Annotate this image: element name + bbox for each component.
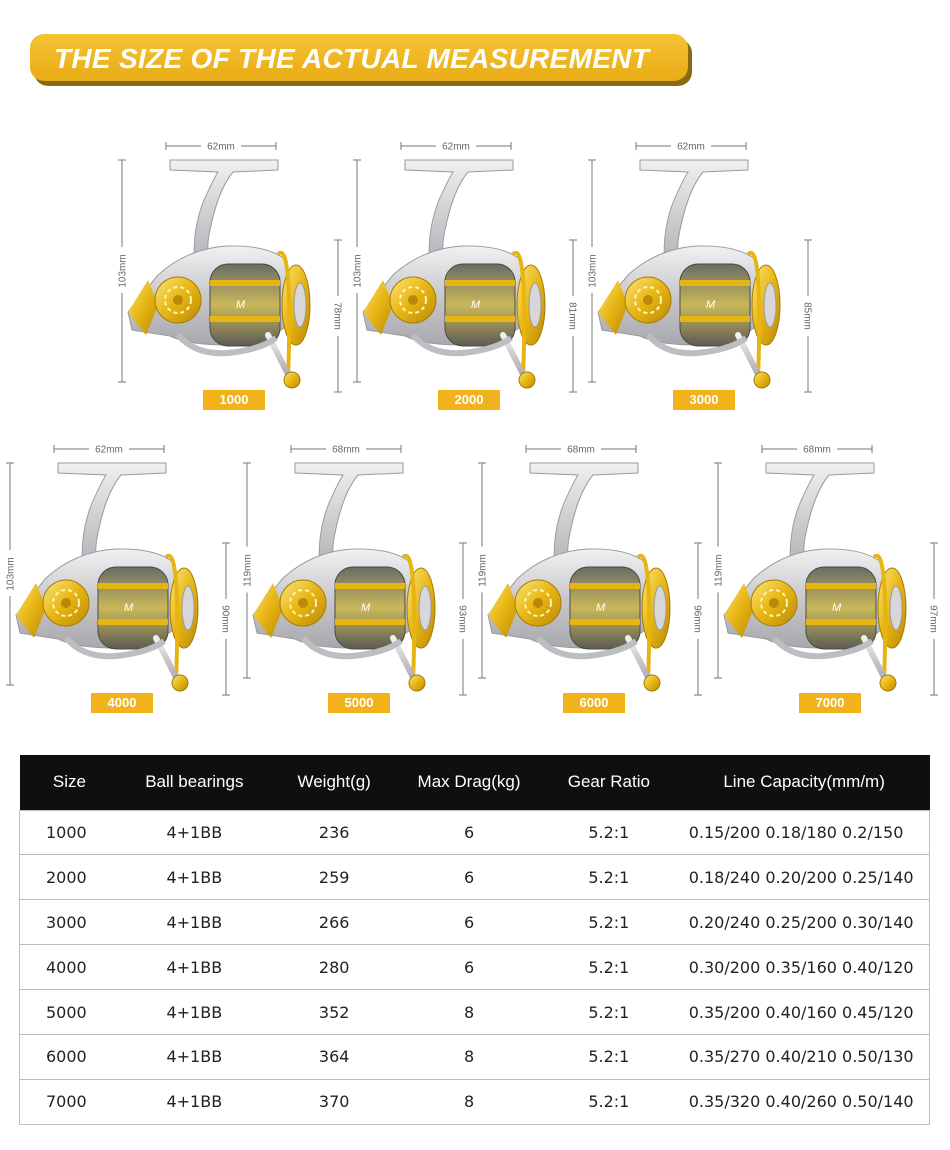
reel-illustration <box>588 130 828 420</box>
cell-max-drag: 6 <box>399 855 539 900</box>
width-label: 62mm <box>677 141 705 153</box>
reel-illustration <box>243 433 483 723</box>
cell-weight: 352 <box>269 990 399 1035</box>
cell-weight: 259 <box>269 855 399 900</box>
header-max-drag: Max Drag(kg) <box>417 772 521 792</box>
cell-size: 5000 <box>20 990 120 1035</box>
svg-text:M: M <box>236 299 246 311</box>
cell-line-capacity: 0.35/270 0.40/210 0.50/130 <box>679 1034 930 1079</box>
cell-weight: 280 <box>269 945 399 990</box>
header-weight: Weight(g) <box>297 772 371 792</box>
reel-item <box>478 433 718 723</box>
cell-ball-bearings: 4+1BB <box>119 945 269 990</box>
cell-line-capacity: 0.20/240 0.25/200 0.30/140 <box>679 900 930 945</box>
size-badge: 6000 <box>563 693 625 713</box>
height-label: 103mm <box>352 254 364 288</box>
cell-size: 2000 <box>20 855 120 900</box>
title-banner <box>30 34 692 86</box>
cell-gear-ratio: 5.2:1 <box>539 855 679 900</box>
depth-label: 85mm <box>801 302 813 330</box>
cell-ball-bearings: 4+1BB <box>119 900 269 945</box>
cell-weight: 370 <box>269 1079 399 1124</box>
cell-weight: 364 <box>269 1034 399 1079</box>
cell-max-drag: 6 <box>399 945 539 990</box>
reel-illustration <box>6 433 246 723</box>
header-size: Size <box>52 772 86 792</box>
width-label: 68mm <box>332 444 360 456</box>
banner-title: THE SIZE OF THE ACTUAL MEASUREMENT <box>54 43 650 74</box>
depth-label: 78mm <box>331 302 343 330</box>
cell-line-capacity: 0.35/200 0.40/160 0.45/120 <box>679 990 930 1035</box>
depth-label: 81mm <box>566 302 578 330</box>
table-row <box>20 990 930 1035</box>
cell-size: 4000 <box>20 945 120 990</box>
width-label: 62mm <box>95 444 123 456</box>
cell-line-capacity: 0.15/200 0.18/180 0.2/150 <box>679 810 930 855</box>
cell-gear-ratio: 5.2:1 <box>539 945 679 990</box>
cell-weight: 266 <box>269 900 399 945</box>
height-label: 119mm <box>477 554 489 587</box>
depth-label: 96mm <box>691 605 703 633</box>
depth-label: 97mm <box>927 605 939 633</box>
width-label: 68mm <box>803 444 831 456</box>
cell-gear-ratio: 5.2:1 <box>539 990 679 1035</box>
size-badge: 4000 <box>91 693 153 713</box>
svg-text:M: M <box>361 602 371 614</box>
svg-text:M: M <box>471 299 481 311</box>
reel-item <box>118 130 358 420</box>
cell-gear-ratio: 5.2:1 <box>539 1079 679 1124</box>
svg-text:M: M <box>596 602 606 614</box>
svg-text:M: M <box>706 299 716 311</box>
size-badge: 3000 <box>673 390 735 410</box>
cell-line-capacity: 0.18/240 0.20/200 0.25/140 <box>679 855 930 900</box>
reel-item <box>6 433 246 723</box>
reel-illustration <box>478 433 718 723</box>
cell-ball-bearings: 4+1BB <box>119 855 269 900</box>
cell-max-drag: 6 <box>399 900 539 945</box>
table-row <box>20 1034 930 1079</box>
cell-max-drag: 8 <box>399 990 539 1035</box>
reel-item <box>714 433 950 723</box>
table-row <box>20 810 930 855</box>
reel-item <box>588 130 828 420</box>
height-label: 103mm <box>587 254 599 288</box>
table-header-row <box>20 755 930 810</box>
cell-ball-bearings: 4+1BB <box>119 990 269 1035</box>
cell-ball-bearings: 4+1BB <box>119 1079 269 1124</box>
cell-gear-ratio: 5.2:1 <box>539 810 679 855</box>
reel-item <box>353 130 593 420</box>
svg-text:M: M <box>124 602 134 614</box>
reel-illustration <box>714 433 950 723</box>
cell-max-drag: 6 <box>399 810 539 855</box>
cell-max-drag: 8 <box>399 1034 539 1079</box>
header-line-capacity: Line Capacity(mm/m) <box>723 772 885 792</box>
reel-item <box>243 433 483 723</box>
cell-size: 3000 <box>20 900 120 945</box>
width-label: 62mm <box>207 141 235 153</box>
svg-text:M: M <box>832 602 842 614</box>
height-label: 103mm <box>117 254 129 288</box>
table-row <box>20 1079 930 1124</box>
table-row <box>20 855 930 900</box>
size-badge: 2000 <box>438 390 500 410</box>
height-label: 119mm <box>713 554 725 587</box>
cell-max-drag: 8 <box>399 1079 539 1124</box>
table-row <box>20 945 930 990</box>
depth-label: 90mm <box>219 605 231 633</box>
cell-size: 1000 <box>20 810 120 855</box>
reel-illustration <box>353 130 593 420</box>
cell-gear-ratio: 5.2:1 <box>539 1034 679 1079</box>
size-badge: 1000 <box>203 390 265 410</box>
depth-label: 93mm <box>456 605 468 633</box>
cell-size: 6000 <box>20 1034 120 1079</box>
cell-gear-ratio: 5.2:1 <box>539 900 679 945</box>
spec-table <box>19 755 930 1125</box>
header-ball-bearings: Ball bearings <box>145 772 244 792</box>
cell-ball-bearings: 4+1BB <box>119 1034 269 1079</box>
header-gear-ratio: Gear Ratio <box>567 772 650 792</box>
size-badge: 5000 <box>328 693 390 713</box>
table-row <box>20 900 930 945</box>
cell-weight: 236 <box>269 810 399 855</box>
size-badge: 7000 <box>799 693 861 713</box>
reel-illustration <box>118 130 358 420</box>
cell-line-capacity: 0.30/200 0.35/160 0.40/120 <box>679 945 930 990</box>
cell-ball-bearings: 4+1BB <box>119 810 269 855</box>
cell-size: 7000 <box>20 1079 120 1124</box>
height-label: 103mm <box>5 557 17 591</box>
height-label: 119mm <box>242 554 254 587</box>
cell-line-capacity: 0.35/320 0.40/260 0.50/140 <box>679 1079 930 1124</box>
width-label: 62mm <box>442 141 470 153</box>
width-label: 68mm <box>567 444 595 456</box>
